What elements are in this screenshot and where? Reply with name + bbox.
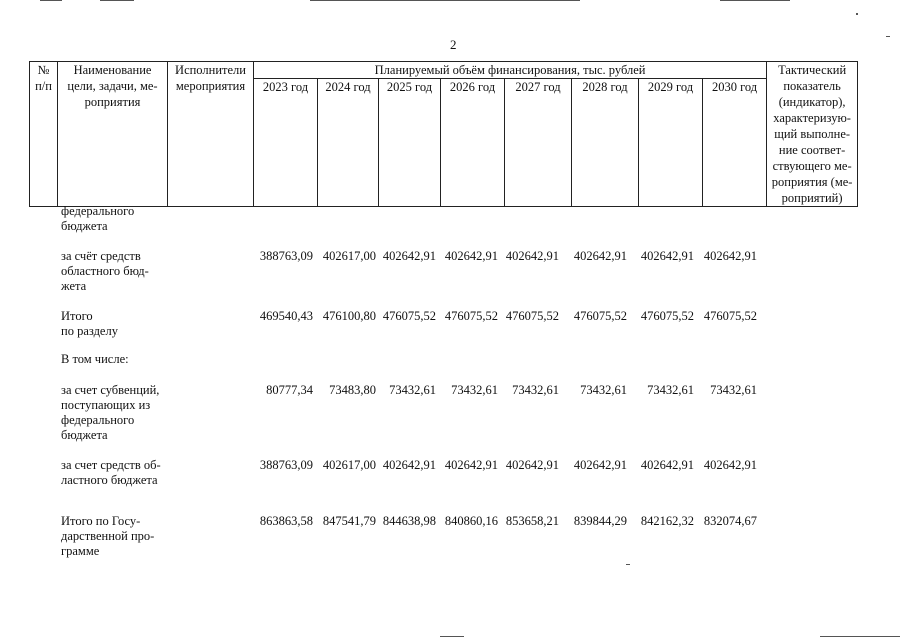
- header-indicator-line: ствующего ме-: [772, 159, 852, 173]
- scan-mark: [626, 564, 630, 565]
- header-indicator-line: (индикатор),: [778, 95, 846, 109]
- scan-mark: [820, 636, 900, 637]
- header-financing: Планируемый объём финансирования, тыс. рублей: [254, 62, 767, 79]
- header-name-line: цели, задачи, ме-: [67, 79, 158, 93]
- row-label: [61, 458, 165, 488]
- row-value: 842162,32: [640, 514, 694, 528]
- row-value: 476075,52: [444, 309, 498, 323]
- row-label-line: дарственной про-: [61, 529, 155, 543]
- scan-mark: [40, 0, 62, 1]
- row-label: [61, 383, 165, 443]
- scan-mark: [310, 0, 580, 1]
- row-value: 469540,43: [259, 309, 313, 323]
- row-value: 402642,91: [444, 458, 498, 472]
- header-indicator-line: показатель: [783, 79, 841, 93]
- row-value: 73432,61: [451, 383, 498, 397]
- header-exec-line: мероприятия: [175, 79, 246, 93]
- row-value: 476075,52: [573, 309, 627, 323]
- row-value: 402642,91: [382, 249, 436, 263]
- row-value: 402642,91: [703, 458, 757, 472]
- row-label-line: областного бюд-: [61, 264, 149, 278]
- row-value: 80777,34: [266, 383, 313, 397]
- scan-mark: [886, 36, 890, 37]
- row-label-line: Итого: [61, 309, 93, 323]
- scan-mark: [440, 636, 464, 637]
- row-label-line: за счёт средств: [61, 249, 141, 263]
- row-label-line: за счет средств об-: [61, 458, 161, 472]
- row-value: 402642,91: [703, 249, 757, 263]
- row-value: 476075,52: [703, 309, 757, 323]
- header-year: 2028 год: [572, 79, 639, 207]
- header-indicator-line: ние соответ-: [778, 143, 846, 157]
- row-label-line: по разделу: [61, 324, 118, 338]
- row-value: 844638,98: [382, 514, 436, 528]
- row-label-line: федерального: [61, 204, 135, 218]
- row-value: 402642,91: [573, 458, 627, 472]
- row-value: 847541,79: [322, 514, 376, 528]
- row-value: 73432,61: [580, 383, 627, 397]
- row-value: 402617,00: [322, 458, 376, 472]
- row-value: 402642,91: [573, 249, 627, 263]
- header-indicator-line: роприятий): [781, 191, 843, 205]
- scan-mark: [856, 13, 858, 15]
- row-value: 402642,91: [444, 249, 498, 263]
- row-label-line: бюджета: [61, 428, 108, 442]
- page-number: 2: [450, 37, 457, 52]
- row-value: 73483,80: [329, 383, 376, 397]
- row-label-line: бюджета: [61, 219, 108, 233]
- row-value: 402617,00: [322, 249, 376, 263]
- row-label-line: ластного бюджета: [61, 473, 158, 487]
- header-num-line: №: [37, 63, 50, 77]
- row-label-line: за счет субвенций,: [61, 383, 160, 397]
- header-year: 2026 год: [441, 79, 505, 207]
- row-value: 73432,61: [389, 383, 436, 397]
- row-value: 73432,61: [647, 383, 694, 397]
- header-year: 2027 год: [505, 79, 572, 207]
- row-label: [61, 309, 165, 339]
- row-label-line: жета: [61, 279, 87, 293]
- row-label-line: Итого по Госу-: [61, 514, 141, 528]
- row-label-line: В том числе:: [61, 352, 129, 366]
- row-label: [61, 352, 165, 367]
- header-year: 2029 год: [639, 79, 703, 207]
- row-value: 839844,29: [573, 514, 627, 528]
- row-label: [61, 249, 165, 294]
- row-label: [61, 514, 165, 559]
- row-label-line: федерального: [61, 413, 135, 427]
- header-year: 2024 год: [318, 79, 379, 207]
- row-value: 402642,91: [382, 458, 436, 472]
- row-value: 476075,52: [640, 309, 694, 323]
- row-value: 402642,91: [640, 249, 694, 263]
- header-indicator-line: характеризую-: [773, 111, 851, 125]
- row-label-line: грамме: [61, 544, 100, 558]
- header-name-line: Наименование: [73, 63, 152, 77]
- row-value: 853658,21: [505, 514, 559, 528]
- row-label: [61, 204, 165, 234]
- header-exec-line: Исполнители: [175, 63, 246, 77]
- row-value: 840860,16: [444, 514, 498, 528]
- row-value: 863863,58: [259, 514, 313, 528]
- row-label-line: поступающих из: [61, 398, 151, 412]
- header-indicator-line: Тактический: [778, 63, 847, 77]
- header-name-line: роприятия: [84, 95, 141, 109]
- scan-mark: [100, 0, 134, 1]
- row-value: 402642,91: [640, 458, 694, 472]
- scan-mark: [720, 0, 790, 1]
- row-value: 476100,80: [322, 309, 376, 323]
- header-year: 2023 год: [254, 79, 318, 207]
- header-num-line: п/п: [35, 79, 52, 93]
- header-year: 2025 год: [379, 79, 441, 207]
- row-value: 402642,91: [505, 249, 559, 263]
- header-indicator-line: роприятия (ме-: [771, 175, 853, 189]
- row-value: 476075,52: [505, 309, 559, 323]
- row-value: 388763,09: [259, 249, 313, 263]
- header-year: 2030 год: [703, 79, 767, 207]
- header-indicator-line: щий выполне-: [774, 127, 851, 141]
- row-value: 832074,67: [703, 514, 757, 528]
- row-value: 73432,61: [512, 383, 559, 397]
- row-value: 73432,61: [710, 383, 757, 397]
- row-value: 388763,09: [259, 458, 313, 472]
- row-value: 476075,52: [382, 309, 436, 323]
- row-value: 402642,91: [505, 458, 559, 472]
